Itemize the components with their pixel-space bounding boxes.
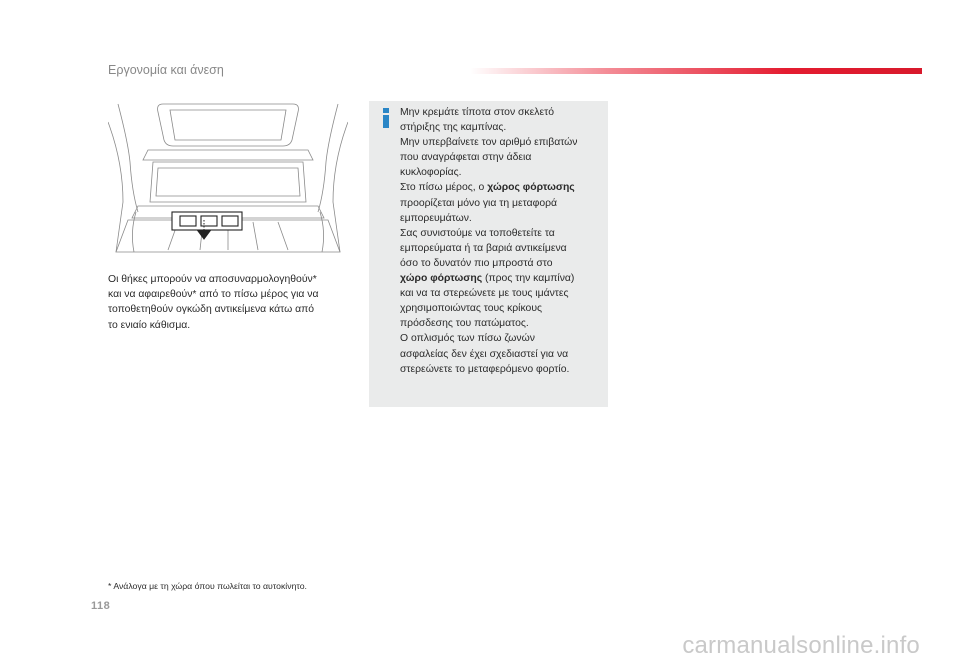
info-icon — [379, 107, 393, 129]
storage-description — [108, 272, 358, 333]
text-segment: (προς την καμπίνα) — [482, 273, 575, 285]
text-line: το ενιαίο κάθισμα. — [108, 319, 191, 331]
text-line — [400, 271, 605, 286]
text-line: προορίζεται μόνο για τη μεταφορά — [400, 197, 558, 209]
term-bold: χώρο φόρτωσης — [400, 273, 483, 285]
van-rear-interior-drawing — [108, 102, 348, 262]
text-line: εμπορευμάτων. — [400, 212, 472, 224]
info-text — [400, 105, 605, 377]
text-line: που αναγράφεται στην άδεια — [400, 152, 532, 164]
text-line — [400, 180, 605, 195]
text-line: Σας συνιστούμε να τοποθετείτε τα — [400, 227, 555, 239]
text-line: Ο οπλισμός των πίσω ζωνών — [400, 333, 535, 345]
text-line: και να αφαιρεθούν* από το πίσω μέρος για να — [108, 289, 319, 301]
text-line: όσο το δυνατόν πιο μπροστά στο — [400, 257, 553, 269]
text-line: εμπορεύματα ή τα βαριά αντικείμενα — [400, 242, 567, 254]
text-segment: Στο πίσω μέρος, ο — [400, 182, 488, 194]
footnote: * Ανάλογα με τη χώρα όπου πωλείται το αυτοκίνητο. — [108, 581, 307, 591]
section-title: Εργονομία και άνεση — [108, 63, 224, 77]
text-line: ασφαλείας δεν έχει σχεδιαστεί για να — [400, 348, 569, 360]
text-line: και να τα στερεώνετε με τους ιμάντες — [400, 288, 569, 300]
text-line: Οι θήκες μπορούν να αποσυναρμολογηθούν* — [108, 274, 317, 285]
text-line: πρόσδεσης του πατώματος. — [400, 318, 529, 330]
watermark: carmanualsonline.info — [682, 632, 920, 659]
text-line: τοποθετηθούν ογκώδη αντικείμενα κάτω από — [108, 304, 315, 316]
text-line: Μην υπερβαίνετε τον αριθμό επιβατών — [400, 137, 578, 149]
text-line: στήριξης της καμπίνας. — [400, 122, 507, 134]
text-line: χρησιμοποιώντας τους κρίκους — [400, 303, 543, 315]
text-line: Μην κρεμάτε τίποτα στον σκελετό — [400, 107, 554, 118]
cargo-area-illustration — [108, 102, 348, 262]
term-bold: χώρος φόρτωσης — [487, 182, 575, 194]
text-line: στερεώνετε το μεταφερόμενο φορτίο. — [400, 363, 570, 375]
text-line: κυκλοφορίας. — [400, 167, 462, 179]
info-box — [369, 101, 608, 407]
header-accent-bar — [470, 68, 922, 74]
page-number: 118 — [91, 600, 111, 612]
